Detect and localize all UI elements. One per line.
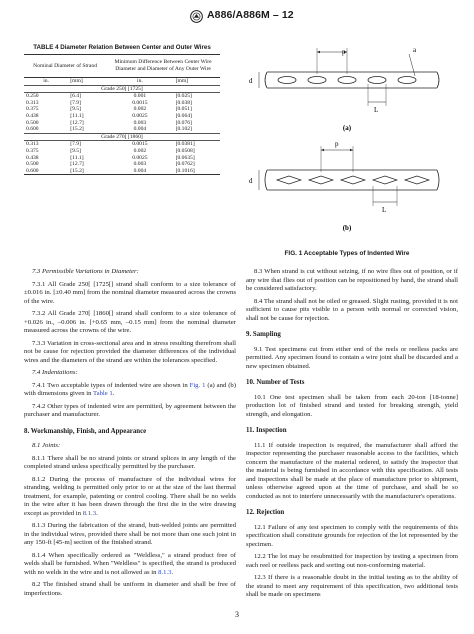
cell-diff-mm: [0.0635] xyxy=(175,154,195,161)
grade-270-rows xyxy=(24,141,220,175)
dim-l-label-a: L xyxy=(374,106,379,114)
cell-diff-in: 0.001 xyxy=(133,93,147,100)
page-number: 3 xyxy=(235,610,239,619)
cell-nominal-in: 0.600 xyxy=(24,168,68,175)
cell-nominal-mm: [15.2] xyxy=(68,168,106,175)
section-7-3-1: 7.3.1 All Grade 250[ [1725[] strand shall conform to a size tolerance of ±0.016 in. [±0.40 mm] from the nominal diameter measured across the crowns of the wire. xyxy=(24,280,236,305)
table-4 xyxy=(24,44,220,175)
cell-diff-mm: [0.0508] xyxy=(175,147,195,154)
table-row xyxy=(24,148,220,155)
page-header xyxy=(0,4,474,30)
cell-diff-in: 0.0015 xyxy=(132,99,148,106)
cell-nominal-mm: [9.5] xyxy=(70,106,81,113)
table-row xyxy=(24,100,220,107)
cell-nominal-mm: [11.1] xyxy=(70,112,84,119)
section-9-1: 9.1 Test specimens cut from either end of the reels or reelless packs are permitted. Any specimen found to contain a wire joint shall be discarded and a new specimen obtained. xyxy=(246,345,458,370)
section-7-4-1: 7.4.1 Two acceptable types of indented wire are shown in Fig. 1 (a) and (b) with dimensions given in Table 1. xyxy=(24,381,237,397)
section-7-4-2: 7.4.2 Other types of indented wire are permitted, by agreement between the purchaser and manufacturer. xyxy=(24,402,236,418)
dim-a-label-a: a xyxy=(413,46,417,54)
dim-d-label-b: d xyxy=(249,177,253,185)
section-9-heading: 9. Sampling xyxy=(246,331,281,338)
cell-diff-in: 0.0025 xyxy=(132,112,148,119)
cell-diff-in: 0.0015 xyxy=(132,141,148,148)
cell-diff-mm: [0.076] xyxy=(175,119,192,126)
table-row xyxy=(24,161,220,168)
figure-label-a: (a) xyxy=(342,124,352,132)
section-12-3: 12.3 If there is a reasonable doubt in the initial testing as to the ability of the strand to meet any requirement of this specification, two additional tests shall be made on specimens xyxy=(246,574,458,598)
section-8-1-3: 8.1.3 During the fabrication of the strand, butt-welded joints are permitted in the individual wires, provided there shall be not more than one such joint in any 150-ft [45-m] section of the finished strand. xyxy=(24,522,236,546)
figure-label-b: (b) xyxy=(342,224,352,232)
cell-nominal-in: 0.438 xyxy=(26,112,39,119)
unit-mm-2: [mm] xyxy=(175,78,189,84)
grade-250-rows xyxy=(24,93,220,134)
table-1-link[interactable]: Table 1 xyxy=(92,390,113,397)
cell-nominal-mm: [7.9] xyxy=(70,141,81,148)
left-column xyxy=(24,268,236,602)
cell-diff-in: 0.003 xyxy=(133,161,147,168)
dim-p-label-a: p xyxy=(342,48,346,56)
section-12-heading: 12. Rejection xyxy=(246,509,285,516)
cell-nominal-mm: [11.1] xyxy=(70,154,84,161)
cell-diff-in: 0.002 xyxy=(133,147,147,154)
document-title: A886/A886M – 12 xyxy=(207,9,294,21)
ref-8-1-3-link-2[interactable]: 8.1.3 xyxy=(158,568,172,576)
table-row xyxy=(24,106,220,113)
section-8-heading: 8. Workmanship, Finish, and Appearance xyxy=(24,427,147,435)
unit-in-2: in. xyxy=(137,78,143,84)
cell-nominal-in: 0.313 xyxy=(26,99,39,106)
unit-in: in. xyxy=(43,78,49,84)
cell-nominal-mm: [7.9] xyxy=(70,99,81,106)
section-7-3-3: 7.3.3 Variation in cross-sectional area and in stress resulting therefrom shall not be cause for rejection provided the diameter differences of the individual wires and the diameters of the strand are within the tolerances specified. xyxy=(24,339,236,364)
figure-caption: FIG. 1 Acceptable Types of Indented Wire xyxy=(284,250,410,257)
cell-nominal-in: 0.375 xyxy=(26,147,39,154)
cell-nominal-in: 0.500 xyxy=(26,161,39,168)
section-8-1-title: 8.1 Joints: xyxy=(32,442,61,449)
cell-diff-mm: [0.1016] xyxy=(174,168,220,175)
cell-diff-in: 0.002 xyxy=(133,106,147,113)
grade-250-label: Grade 250[ [1725] xyxy=(24,85,220,93)
table-row xyxy=(24,93,220,100)
indented-wire-a xyxy=(259,48,439,106)
cell-diff-mm: [0.0762] xyxy=(175,161,195,168)
section-7-4-title: 7.4 Indentations: xyxy=(32,369,78,376)
section-8-4: 8.4 The strand shall not be oiled or greased. Slight rusting, provided it is not sufficient to cause pits visible to a person with normal or corrected vision, shall not be cause for rejection. xyxy=(246,297,458,322)
section-8-1-2: 8.1.2 During the process of manufacture of the individual wires for stranding, welding is permitted only prior to or at the size of the last thermal treatment, for example, patenting or control cooling. There shall be no welds in the wire after it has been drawn through the first die in the wire drawing except as provided in 8.1.3. xyxy=(24,475,236,517)
cell-nominal-in: 0.500 xyxy=(26,119,39,126)
section-10-1: 10.1 One test specimen shall be taken from each 20-ton [18-tonne] production lot of finished strand and tested for breaking strength, yield strength, and elongation. xyxy=(246,393,458,418)
cell-diff-in: 0.004 xyxy=(133,126,147,133)
cell-nominal-mm: [12.7] xyxy=(70,119,84,126)
table-row xyxy=(24,168,220,175)
section-12-1: 12.1 Failure of any test specimen to comply with the requirements of this specification shall constitute grounds for rejection of the lot represented by the specimen. xyxy=(246,523,458,548)
table-row xyxy=(24,155,220,162)
cell-diff-mm: [0.025] xyxy=(175,93,192,100)
cell-nominal-mm: [9.5] xyxy=(70,147,81,154)
cell-nominal-in: 0.600 xyxy=(26,126,39,133)
cell-nominal-mm: [15.2] xyxy=(70,126,84,133)
cell-diff-in: 0.003 xyxy=(133,119,147,126)
dim-d-label-a: d xyxy=(249,77,253,85)
cell-nominal-in: 0.250 xyxy=(26,93,39,100)
cell-diff-mm: [0.051] xyxy=(175,106,192,113)
table-caption: TABLE 4 Diameter Relation Between Center and Outer Wires xyxy=(33,44,211,51)
grade-270-label: Grade 270[ [1860] xyxy=(24,133,220,141)
cell-diff-mm: [0.0381] xyxy=(175,141,195,148)
section-7-3-title: 7.3 Permissible Variations in Diameter: xyxy=(32,268,139,275)
cell-nominal-in: 0.313 xyxy=(26,141,39,148)
cell-diff-mm: [0.064] xyxy=(175,112,192,119)
col-header-difference: Minimum Difference Between Center Wire Diameter and Diameter of Any Outer Wire xyxy=(106,55,220,78)
cell-diff-mm: [0.102] xyxy=(175,126,192,133)
figure-1-indented-wire xyxy=(237,40,457,250)
section-10-heading: 10. Number of Tests xyxy=(246,379,305,386)
cell-diff-mm: [0.038] xyxy=(175,99,192,106)
dim-l-label-b: L xyxy=(382,206,387,214)
section-8-1-4: 8.1.4 When specifically ordered as "Weldless," a strand product free of welds shall be furnished. When "Weldless" is specified, the strand is produced with no welds in the wire and is not allowed as in 8.1.3. xyxy=(24,551,236,576)
table-row xyxy=(24,113,220,120)
cell-nominal-in: 0.375 xyxy=(26,106,39,113)
cell-nominal-in: 0.438 xyxy=(26,154,39,161)
fig-1-link[interactable]: Fig. 1 xyxy=(189,381,206,389)
cell-diff-in: 0.004 xyxy=(106,168,173,175)
astm-logo-icon xyxy=(190,10,203,23)
section-8-1-1: 8.1.1 There shall be no strand joints or strand splices in any length of the completed strand unless specifically permitted by the purchaser. xyxy=(24,454,236,470)
cell-nominal-mm: [12.7] xyxy=(70,161,84,168)
ref-8-1-3-link[interactable]: 8.1.3 xyxy=(82,509,97,517)
right-column xyxy=(246,268,458,604)
unit-mm: [mm] xyxy=(70,78,83,84)
section-11-heading: 11. Inspection xyxy=(246,427,287,434)
section-12-2: 12.2 The lot may be resubmitted for inspection by testing a specimen from each reel or reelless pack and sorting out non-conforming material. xyxy=(246,553,458,569)
dim-p-label-b: p xyxy=(335,140,339,148)
diameter-table xyxy=(24,54,220,175)
cell-nominal-mm: [6.4] xyxy=(70,93,81,100)
section-8-3: 8.3 When strand is cut without seizing, if no wire flies out of position, or if any wire that flies out of position can be repositioned by hand, the strand shall be considered satisfactory. xyxy=(246,268,458,292)
section-11-1: 11.1 If outside inspection is required, the manufacturer shall afford the inspector representing the purchaser reasonable access to the facilities, which concern the manufacture of the material ordered, to satisfy the inspector that the material is being furnished in accordance with this specification. All tests and inspections shall be made at the place of manufacture prior to shipment, unless otherwise agreed upon at the time of purchase, and shall be so conducted as not to interfere unnecessarily with the manufacturer's operations. xyxy=(246,441,458,500)
cell-diff-in: 0.0025 xyxy=(132,154,148,161)
table-row xyxy=(24,120,220,127)
table-row xyxy=(24,141,220,148)
col-header-nominal: Nominal Diameter of Strand xyxy=(24,55,106,78)
section-7-3-2: 7.3.2 All Grade 270[ [1860[] strand shall conform to a size tolerance of +0.026 in., –0.006 in. [+0.65 mm, –0.15 mm] from the nominal diameter measured across the crowns of the wire. xyxy=(24,310,236,334)
table-row xyxy=(24,126,220,133)
section-8-2: 8.2 The finished strand shall be uniform in diameter and shall be free of imperfections. xyxy=(24,581,236,597)
indented-wire-b xyxy=(259,146,439,206)
